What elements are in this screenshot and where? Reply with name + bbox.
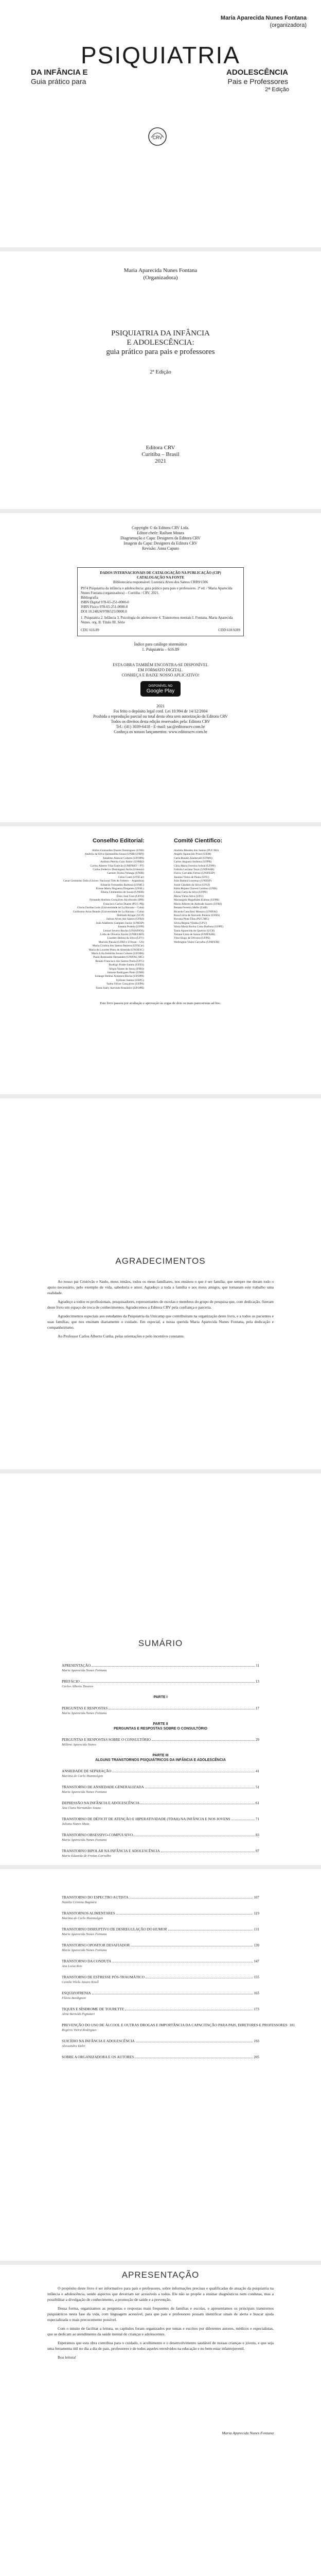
toc-entry[interactable] — [62, 2039, 259, 2048]
acknowledgements-body — [47, 1279, 274, 1342]
editorial-member: Tania Suely Azevedo Brasileiro (UFOPA) — [96, 986, 144, 990]
toc-page-number: 155 — [254, 1975, 259, 1979]
index-line: 1. Psiquiatria – 616.89 — [141, 647, 180, 652]
toc-entry-author: Ana Luísa Reis — [62, 1964, 82, 1968]
scientific-member: Flávio Carvalho Ferraz (UNIFESP) — [174, 872, 215, 875]
cover-subtitle-left: DA INFÂNCIA E — [31, 68, 88, 77]
cip-cdd: CDD 618.9289 — [218, 628, 240, 632]
toc-entry[interactable] — [62, 2055, 259, 2060]
toc-leader-dots — [146, 1975, 253, 1978]
presentation-body — [47, 2285, 274, 2363]
title-page-title — [41, 329, 280, 357]
editorial-member: Renato Francisco dos Santos Paula (UFG) — [95, 959, 144, 963]
toc-entry[interactable] — [62, 1737, 259, 1747]
scientific-member: Ricardo Cancilieri Monaco (UNIFAI) — [174, 910, 218, 913]
toc-entry-title: TRANSTORNO DE ESTRESSE PÓS-TRAUMÁTICO — [62, 1975, 145, 1979]
toc-leader-dots — [140, 1801, 254, 1804]
editorial-member: Solange Helena Ximenes-Rocha (UFOPA) — [95, 975, 144, 978]
toc-entry[interactable] — [62, 2007, 259, 2016]
editorial-member: Carmen Tereza Velanga (UNIR) — [107, 872, 144, 875]
cover-page — [0, 0, 321, 247]
scientific-member: João Batista Lourenço (UNESP) — [174, 879, 211, 883]
toc-entry-title: PERGUNTAS E RESPOSTAS — [62, 1706, 108, 1710]
legal-site: Conheça os nossos lançamentos: www.editoracrv.com.br — [114, 730, 207, 734]
cover-tagline — [31, 77, 288, 86]
toc-entry-author: Alessandra Dalri — [62, 2044, 85, 2048]
toc-entry-author: Flávia Bordignon — [62, 1996, 86, 2000]
cip-isbn-physical: ISBN Físico 978-65-251-0000-0 — [81, 605, 128, 609]
legal-contact: Tel.: (41) 3039-6418 - E-mail: sac@editoracrv.com.br — [116, 724, 205, 729]
cover-author-role: (organizadora) — [270, 22, 307, 28]
editorial-board-title: Conselho Editorial: — [93, 838, 145, 844]
toc-leader-dots — [81, 1679, 255, 1683]
layout-line: Diagramação e Capa: Designers da Editora CRV — [120, 536, 201, 540]
catalog-index — [77, 642, 244, 652]
toc-entry-title: TRANSTORNOS ALIMENTARES — [62, 1911, 115, 1916]
toc-entry-title: DEPRESSÃO NA INFÂNCIA E ADOLESCÊNCIA — [62, 1801, 140, 1805]
toc-row — [62, 1911, 259, 1916]
toc-part-heading — [62, 1722, 259, 1731]
toc-row — [62, 1817, 259, 1822]
toc-part-heading — [62, 1753, 259, 1762]
toc-entry-author: Ana Clara Hernandes Souza — [62, 1806, 101, 1810]
title-page-author-name: Maria Aparecida Nunes Fontana — [123, 267, 198, 274]
toc-part-number: PARTE I — [153, 1696, 168, 1699]
cip-subjects: 1. Psiquiatria 2. Infância 3. Psicologia do adolescente 4. Transtornos mentais I. Fontana, Maria Aparecida Nunes. org. II. Título III. Série — [81, 616, 233, 624]
toc-entry[interactable] — [62, 1849, 259, 1858]
toc-entry-title: TRANSTORNO BIPOLAR NA INFÂNCIA E ADOLESCÊNCIA — [62, 1849, 160, 1853]
scientific-member: Maria Vieira Silva (UFU) — [174, 894, 204, 898]
paragraph: Ao nosso pai Cristóvão e Saulo, meus irmãos, todos os meus familiares, nos ensinou o que é ser família; que sempre me deram todo o apoio necessário, pelo exemplo de vida, sabedoria e amor. Agradeço a toda a família e aos meus amigos, que tornaram este trabalho uma realidade. — [47, 1279, 274, 1295]
scientific-member: Carlos Augusto Serbena (UFPR) — [174, 860, 212, 864]
editorial-member: Fernando Antônio Gonçalves Alcoforado (IPB) — [90, 899, 144, 902]
cip-header — [81, 571, 240, 585]
publisher-name: Editora CRV — [146, 445, 175, 451]
publication-year: 2021 — [155, 458, 166, 464]
toc-leader-dots — [112, 1769, 254, 1772]
toc-page-number: 51 — [255, 1785, 259, 1789]
toc-entry-author: Camila Vilela Amaro Knoll — [62, 1980, 99, 1984]
paragraph: Esperamos que esta obra contribua para o cuidado, o acolhimento e o desenvolvimento saudável de nossas crianças e jovens, e que seja uma ferramenta útil no dia a dia de pais, professores e de todos aqueles envolvidos na educação e no bem-estar infantojuvenil. — [47, 2341, 274, 2351]
toc-page-number: 147 — [254, 1959, 259, 1963]
editorial-member: Anselmo Alencar Colares (UFOPA) — [102, 856, 144, 860]
cover-tagline-left: Guia prático para — [31, 77, 86, 86]
acknowledgements-title: AGRADECIMENTOS — [115, 1256, 206, 1266]
toc-entry-author: Maria Aparecida Nunes Fontana — [62, 1669, 107, 1672]
copyright-line: Copyright © da Editora CRV Ltda. — [132, 526, 189, 530]
summary-title: SUMÁRIO — [138, 1638, 183, 1648]
toc-entry-author: Martina de Carlo Hummelgen — [62, 1774, 103, 1778]
toc-page-number: 83 — [255, 1833, 259, 1837]
toc-leader-dots — [92, 1663, 255, 1667]
scientific-member: Wellington Vieira Carvalho (UNIFEM) — [174, 940, 220, 944]
toc-entry-title: ANSIEDADE DE SEPARAÇÃO — [62, 1769, 112, 1773]
toc-row — [62, 1895, 259, 1900]
scientific-member: Sílvia Regina Vilalba (UFU) — [174, 921, 207, 925]
toc-entry[interactable] — [62, 2023, 295, 2032]
toc-row — [62, 1849, 259, 1854]
copyright-page — [0, 513, 321, 822]
toc-entry[interactable] — [62, 1679, 259, 1689]
summary-page-2 — [0, 1869, 321, 2261]
cover-tagline-right: Pais e Professores — [227, 77, 288, 86]
revision-line: Revisão: Anna Caputo — [142, 546, 179, 551]
editorial-member: Élsio José Corá (UFFS) — [116, 894, 144, 898]
editorial-member: Sérgio Nunes de Jesus (IFRO) — [109, 967, 144, 971]
editorial-member: Antônio Pereira Gaio Júnior (UFRRJ) — [100, 860, 144, 864]
legal-year: 2021 — [156, 704, 165, 708]
toc-entry-author: Maria Aparecida Nunes Fontana — [62, 1948, 107, 1952]
scientific-member: Lilian Carla da Silva (UFPE) — [174, 891, 208, 894]
toc-leader-dots — [130, 1895, 253, 1899]
toc-part-heading — [62, 1695, 259, 1700]
editorial-member: Andréia da Silva Quintanilha Sousa (UNIR/UFRN) — [84, 853, 144, 856]
cover-edition: 2ª Edição — [265, 87, 289, 93]
toc-part-subtitle: PERGUNTAS E RESPOSTAS SOBRE O CONSULTÓRIO — [113, 1727, 208, 1731]
editorial-member: Elizeu Clementino de Souza (UNEB) — [101, 891, 144, 894]
toc-page-number: 165 — [254, 1991, 259, 1995]
toc-entry-title: SOBRE A ORGANIZADORA E OS AUTORES — [62, 2055, 134, 2059]
toc-entry-author: Juliana Nunes Maia — [62, 1822, 90, 1826]
publisher-logo-icon — [147, 126, 168, 147]
presentation-page — [0, 2265, 321, 2576]
toc-page-number: 41 — [255, 1769, 259, 1773]
legal-block — [77, 704, 244, 735]
editorial-member: Jailson Alves dos Santos (UFRJ) — [106, 918, 144, 921]
scientific-member: Tania Aparecida de Queiroz (UCB) — [174, 929, 215, 933]
toc-leader-dots — [231, 1817, 255, 1820]
toc-row — [62, 1943, 259, 1948]
editorial-member: Lourdes Helena da Silva (UFV) — [107, 937, 144, 940]
editorial-member: Helmuth Krüger (UCP) — [117, 913, 144, 917]
toc-row — [62, 2055, 259, 2060]
toc-entry[interactable] — [62, 1663, 259, 1673]
editorial-member: Carlos Federico Dominguez Avila (Unieuro) — [93, 868, 144, 872]
toc-page-number: 193 — [254, 2039, 259, 2043]
toc-row — [62, 2023, 295, 2028]
cover-title: PSIQUIATRIA — [81, 42, 240, 69]
toc-part-number: PARTE II — [153, 1722, 168, 1726]
title-line-1: PSIQUIATRIA DA INFÂNCIA — [111, 329, 210, 337]
toc-page-number: 97 — [255, 1849, 259, 1853]
toc-entry-author: Maria Aparecida Nunes Fontana — [62, 1711, 107, 1715]
cip-bibliography: Bibliografia — [81, 596, 98, 600]
title-page-author — [0, 267, 321, 281]
toc-entry[interactable] — [62, 1911, 259, 1921]
editorial-member: Paulo Romualdo Hernandes (UNIFAL-MG) — [93, 956, 144, 959]
toc-row — [62, 1959, 259, 1964]
title-page — [0, 251, 321, 509]
toc-entry[interactable] — [62, 1943, 259, 1953]
scientific-member: Andréia Mendes dos Santos (PUC/RS) — [174, 849, 219, 852]
cip-footer — [81, 628, 240, 633]
toc-row — [62, 1769, 259, 1774]
toc-leader-dots — [131, 1943, 253, 1946]
toc-entry[interactable] — [62, 1706, 259, 1716]
cover-image-line: Imagem da Capa: Designers da Editora CRV — [123, 541, 198, 546]
scientific-committee-list — [174, 849, 256, 944]
summary-list-1 — [62, 1663, 259, 1865]
editorial-member: Lídia de Oliveira Xavier (UNIEURO) — [100, 933, 144, 936]
scientific-member: Mario Alberto de Andrade Soares (UFRJ) — [174, 902, 222, 906]
toc-entry-title: TRANSTORNO OPOSITOR DESAFIADOR — [62, 1943, 130, 1947]
editorial-member: Maria Lília Imbiriba Sousa Colares (UFOPA) — [91, 952, 144, 955]
toc-row — [62, 1927, 259, 1932]
cip-cdu: CDU 616.89 — [81, 628, 99, 632]
scientific-member: Carla Busato Zandavalli (UFMS) — [174, 856, 212, 860]
toc-row — [62, 1991, 259, 1996]
paragraph: Boa leitura! — [58, 2355, 77, 2360]
toc-entry[interactable] — [62, 1927, 259, 1937]
toc-entry[interactable] — [62, 1975, 259, 1985]
toc-page-number: 29 — [255, 1738, 259, 1742]
scientific-member: Angelo Aparecido Priori (UEM) — [174, 853, 211, 856]
editorial-member: João Adalberto Campato Junior (UNESP) — [96, 921, 144, 925]
editorial-member: Gloria Fariñas León (Universidade de La Havana – Cuba) — [77, 906, 144, 910]
toc-entry-title: TRANSTORNO DA CONDUTA — [62, 1959, 112, 1963]
toc-page-number: 13 — [255, 1680, 259, 1684]
toc-row — [62, 1706, 259, 1711]
toc-entry-title: TRANSTORNO DO ESPECTRO AUTISTA — [62, 1895, 129, 1900]
editorial-member: Maria Cristina dos Santos Bezerra (UFSCar) — [92, 944, 144, 948]
toc-page-number: 205 — [254, 2055, 259, 2059]
toc-entry-title: PERGUNTAS E RESPOSTAS SOBRE O CONSULTÓRIO — [62, 1738, 151, 1742]
editorial-member: Elione Maria Nogueira Diogenes (UFAL) — [96, 887, 144, 891]
toc-entry-author: Maria Aparecida Nunes Fontana — [62, 1933, 107, 1936]
cip-isbn-digital: ISBN Digital 978-65-251-0000-0 — [81, 600, 129, 604]
toc-entry-title: TRANSTORNO DE ANSIEDADE GENERALIZADA — [62, 1785, 144, 1789]
presentation-title: APRESENTAÇÃO — [121, 2270, 200, 2280]
editorial-member: Marcelo Paixão (UFRJ e UTexas – US) — [98, 940, 144, 944]
cip-doi: DOI 10.24824/978652510000.0 — [81, 609, 127, 614]
toc-entry-author: Rogério Vieira Rodrigues — [62, 2028, 97, 2032]
cip-title-2: CATALOGAÇÃO NA FONTE — [136, 575, 185, 580]
editorial-member: Simone Rodrigues Pinto (UNB) — [107, 971, 144, 974]
toc-entry[interactable] — [62, 1833, 259, 1842]
toc-entry-author: Maria Aparecida Nunes Fontana — [62, 1838, 107, 1842]
title-page-edition: 2ª Edição — [150, 369, 171, 375]
cip-box — [77, 567, 244, 636]
cover-author-name: Maria Aparecida Nunes Fontana — [220, 15, 307, 21]
toc-page-number: 119 — [254, 1911, 259, 1916]
toc-row — [62, 2007, 259, 2012]
toc-leader-dots — [125, 2007, 253, 2010]
scientific-member: Janaína Vieira de Paula (UFU) — [174, 875, 209, 879]
toc-leader-dots — [116, 1911, 253, 1914]
acknowledgements-page — [0, 1098, 321, 1469]
toc-entry-author: Maria Eduarda de Freitas Carvalho — [62, 1854, 111, 1858]
toc-leader-dots — [145, 1785, 255, 1788]
toc-entry-author: Natália Cristina Bagnara — [62, 1901, 97, 1904]
toc-entry[interactable] — [62, 1959, 259, 1969]
scientific-member: Sônia Maria Rocha Costa Barbosa (UFPE) — [174, 925, 223, 929]
editorial-member: Carlos Alberto Vilar Estêvão (UMINHO – PT) — [90, 864, 144, 868]
toc-row — [62, 1679, 259, 1684]
editorial-member: Eduardo Fernandes Barbosa (UFMG) — [100, 883, 144, 887]
scientific-committee-title: Comitê Científico: — [174, 838, 223, 844]
toc-entry[interactable] — [62, 1895, 259, 1905]
toc-leader-dots — [134, 1833, 255, 1836]
summary-list-2 — [62, 1895, 295, 2066]
cover-author — [221, 14, 307, 29]
toc-page-number: 17 — [255, 1706, 259, 1710]
editorial-member: Cesar Gerónimo Tello (Univer. Nacional Três de Febrero – Argentina) — [63, 879, 144, 883]
toc-entry-author: Maria Aparecida Nunes Fontana — [62, 1790, 107, 1794]
scientific-member: Josué Cândido da Silva (UFSJ) — [174, 883, 210, 887]
cip-librarian: Bibliotecária responsável: Luzenira Alves dos Santos CRB9/1506 — [113, 580, 208, 584]
board-page — [0, 826, 321, 1094]
toc-row — [62, 1663, 259, 1668]
toc-entry-title: PREFÁCIO — [62, 1680, 80, 1684]
title-page-author-role: (Organizadora) — [143, 275, 178, 281]
summary-page-1 — [0, 1473, 321, 1865]
toc-entry[interactable] — [62, 1991, 259, 2001]
scientific-member: Kátia Rejane Chaves Cardoso (UNB) — [174, 887, 217, 891]
toc-leader-dots — [136, 2039, 253, 2042]
paragraph: Dessa forma, organizamos as perguntas e respostas mais frequentes de famílias e escolas, e apresentamos os principais transtornos psiquiátricos nesta fase da vida, com linguagem acessível, para que pais e professores possam identificar sinais de alerta e buscar ajuda especializada o mais precocemente possível. — [47, 2306, 274, 2322]
paragraph: Com o intuito de facilitar a leitura, os capítulos foram organizados por temas e escritos por diferentes autores, médicos e especialistas, que se dedicam ao atendimento da saúde mental de crianças e adolescentes. — [47, 2326, 274, 2336]
legal-prohibition: Proibida a reprodução parcial ou total desta obra sem autorização da Editora CRV — [93, 714, 228, 719]
editorial-member: Celso Conti (UFSCar) — [118, 875, 144, 879]
editorial-board-list — [62, 849, 144, 990]
scientific-member: Mariangela Magalhães Elabras (UFPR) — [174, 899, 220, 902]
toc-entry[interactable] — [62, 1817, 259, 1826]
legal-rights: Todos os direitos desta edição reservados pela: Editora CRV — [111, 719, 210, 724]
store-name: Google Play — [146, 688, 175, 694]
cover-subtitle-right: ADOLESCÊNCIA — [226, 68, 288, 77]
toc-entry-title: TRANSTORNO OBSESSIVO-COMPULSIVO — [62, 1833, 133, 1837]
paragraph: O propósito deste livro é ser informativo para pais e professores, sobre informações precisas e qualificadas de atuação da psiquiatria na infância e adolescência, sendo aspectos que deveriam ser acessíveis a todos. Ele não se propõe a ensinar diagnósticos nem condutas, mas a possibilitar a divulgação de conhecimento, a promoção de saúde e a prevenção. — [47, 2286, 274, 2302]
app-note-3: CONHEÇA E BAIXE NOSSO APLICATIVO! — [121, 673, 200, 677]
toc-page-number: 107 — [254, 1895, 259, 1900]
toc-entry-title: ESQUIZOFRENIA — [62, 1991, 91, 1995]
paragraph: Agradecimentos especiais aos estudantes da Psiquiatria da Unicamp que contribuíram na organização deste livro, e a todos os pacientes e suas famílias, que nos ensinam diariamente o cuidado. Em especial, a nossa querida Maria Aparecida Nunes Fontana, pela dedicação e companheirismo. — [47, 1314, 274, 1330]
toc-entry-title: SUICÍDIO NA INFÂNCIA E ADOLESCÊNCIA — [62, 2039, 135, 2043]
scientific-member: Vitor Hugo de Oliveira (UFPE) — [174, 937, 210, 940]
legal-deposit: Foi feito o depósito legal conf. Lei 10.994 de 14/12/2004 — [113, 709, 208, 714]
toc-entry-title: TRANSTORNO DISRUPTIVO DE DESREGULAÇÃO DO HUMOR — [62, 1927, 167, 1931]
toc-entry[interactable] — [62, 1801, 259, 1810]
toc-page-number: 173 — [254, 2007, 259, 2011]
app-note-2: EM FORMATO DIGITAL. — [138, 668, 183, 672]
scientific-member: Fabíola Luciana Tosin (UNIFASB) — [174, 868, 215, 872]
app-note — [77, 663, 244, 697]
toc-leader-dots — [161, 1849, 255, 1852]
toc-leader-dots — [135, 2055, 253, 2058]
editorial-member: Maria de Lourdes Pinto de Almeida (UNOESC) — [88, 948, 144, 952]
toc-entry-author: Millene Aparecida Nunes — [62, 1743, 97, 1747]
app-note-1: ESTA OBRA TAMBÉM ENCONTRA-SE DISPONÍVEL — [113, 663, 208, 667]
toc-leader-dots — [109, 1706, 255, 1709]
toc-entry-title: TIQUES E SÍNDROME DE TOURETTE — [62, 2007, 124, 2011]
scientific-member: Ruvana Pinto Dias (PUC/MG) — [174, 918, 209, 921]
toc-part-number: PARTE III — [152, 1754, 169, 1757]
toc-row — [62, 1975, 259, 1980]
toc-entry[interactable] — [62, 1769, 259, 1778]
editorial-member: Sydione Santos (UEPG) — [116, 978, 144, 982]
toc-entry-author: Martina de Carlo Hummelgen — [62, 1917, 103, 1920]
editorial-member: Leonel Severo Rocha (UNISINOS) — [103, 929, 144, 933]
toc-part-subtitle: ALGUNS TRANSTORNOS PSIQUIÁTRICOS DA INFÂNCIA E ADOLESCÊNCIA — [95, 1758, 226, 1762]
cip-title: DADOS INTERNACIONAIS DE CATALOGAÇÃO NA PUBLICAÇÃO (CIP) — [100, 571, 221, 575]
index-title: Índice para catálogo sistemático — [134, 642, 187, 647]
scientific-member: Cléia Maria Ferreira Sobral (UFPB) — [174, 864, 216, 868]
cip-entry: P974 Psiquiatria da infância e adolescência: guia prático para pais e professores. 2ª ed. / Maria Aparecida Nunes Fontana (organizadora) – Curitiba : CRV, 2021. — [81, 586, 233, 595]
toc-row — [62, 2039, 259, 2044]
toc-leader-dots — [92, 1991, 253, 1994]
editorial-member: Guillermo Arias Beatón (Universidade de La Havana – Cuba) — [73, 910, 144, 913]
scientific-member: Rosa Lúcia de Azevedo Pereira (UFRS) — [174, 913, 220, 917]
cover-subtitle — [31, 68, 288, 77]
toc-entry-title: TRANSTORNO DE DÉFICIT DE ATENÇÃO E HIPERATIVIDADE (TDAH) NA INFÂNCIA E NOS JOVENS — [62, 1817, 230, 1821]
editorial-member: Rodrigo Pratte-Santos (UFES) — [109, 963, 144, 967]
paragraph: Agradeço a todos os profissionais, pesquisadores, representantes de escolas e membros do grupo de pesquisa que, com dedicação, fizeram deste livro um espaço de troca de conhecimentos. Agradecemos a Editora CRV pela confiança e parceria. — [47, 1299, 274, 1310]
toc-entry-title: PREVENÇÃO DO USO DE ÁLCOOL E OUTRAS DROGAS E IMPORTÂNCIA DA CAPACITAÇÃO PARA PAIS, DIRETORES E PROFESSORES — [62, 2023, 288, 2027]
toc-page-number: 139 — [254, 1943, 259, 1947]
toc-page-number: 71 — [255, 1817, 259, 1821]
toc-row — [62, 1801, 259, 1806]
toc-leader-dots — [168, 1927, 253, 1930]
title-line-2: E ADOLESCÊNCIA: — [127, 338, 194, 347]
presentation-signature: Maria Aparecida Nunes Fontana — [222, 2431, 274, 2435]
editorial-member: Francisco Carlos Duarte (PUC-PR) — [103, 902, 144, 906]
toc-page-number: 11 — [256, 1664, 259, 1668]
peer-review-note: Este livro passou por avaliação e aprovação às cegas de dois ou mais pareceristas ad hoc. — [100, 1002, 221, 1005]
toc-entry-author: Carlos Alberto Tavares — [62, 1685, 94, 1688]
toc-row — [62, 1737, 259, 1742]
toc-leader-dots — [112, 1959, 253, 1962]
toc-page-number: 181 — [289, 2023, 295, 2027]
toc-page-number: 131 — [254, 1927, 259, 1931]
toc-row — [62, 1833, 259, 1838]
google-play-badge[interactable] — [140, 681, 181, 697]
scientific-member: Renata Ferreira Mello (UnB) — [174, 906, 208, 910]
credits-block — [77, 526, 244, 551]
editor-line: Editor-chefe: Railson Moura — [137, 531, 184, 535]
logo-text: CRV — [152, 135, 163, 140]
toc-page-number: 61 — [255, 1801, 259, 1805]
paragraph: Ao Professor Carlos Alberto Cunha, pelas orientações e pelo incentivo constante. — [58, 1334, 185, 1338]
editorial-member: Aldira Guimarães Duarte Domínguez (UNB) — [92, 849, 144, 852]
scientific-member: Tatiane Lima de Souza (UNIFASB) — [174, 933, 215, 936]
toc-entry[interactable] — [62, 1785, 259, 1794]
toc-entry-title: APRESENTAÇÃO — [62, 1664, 91, 1668]
title-page-publisher — [0, 445, 321, 465]
publisher-city: Curitiba – Brasil — [141, 451, 180, 457]
title-line-3: guia prático para pais e professores — [106, 348, 215, 356]
toc-row — [62, 1785, 259, 1790]
editorial-member: Josania Portela (UFPI) — [118, 925, 144, 929]
toc-leader-dots — [152, 1737, 255, 1741]
toc-entry-author: Aline Bertoldi Pignatari — [62, 2012, 95, 2016]
editorial-member: Tadeu Oliver Gonçalves (UFPA) — [106, 982, 144, 986]
store-small-text: DISPONÍVEL NO — [148, 685, 173, 688]
